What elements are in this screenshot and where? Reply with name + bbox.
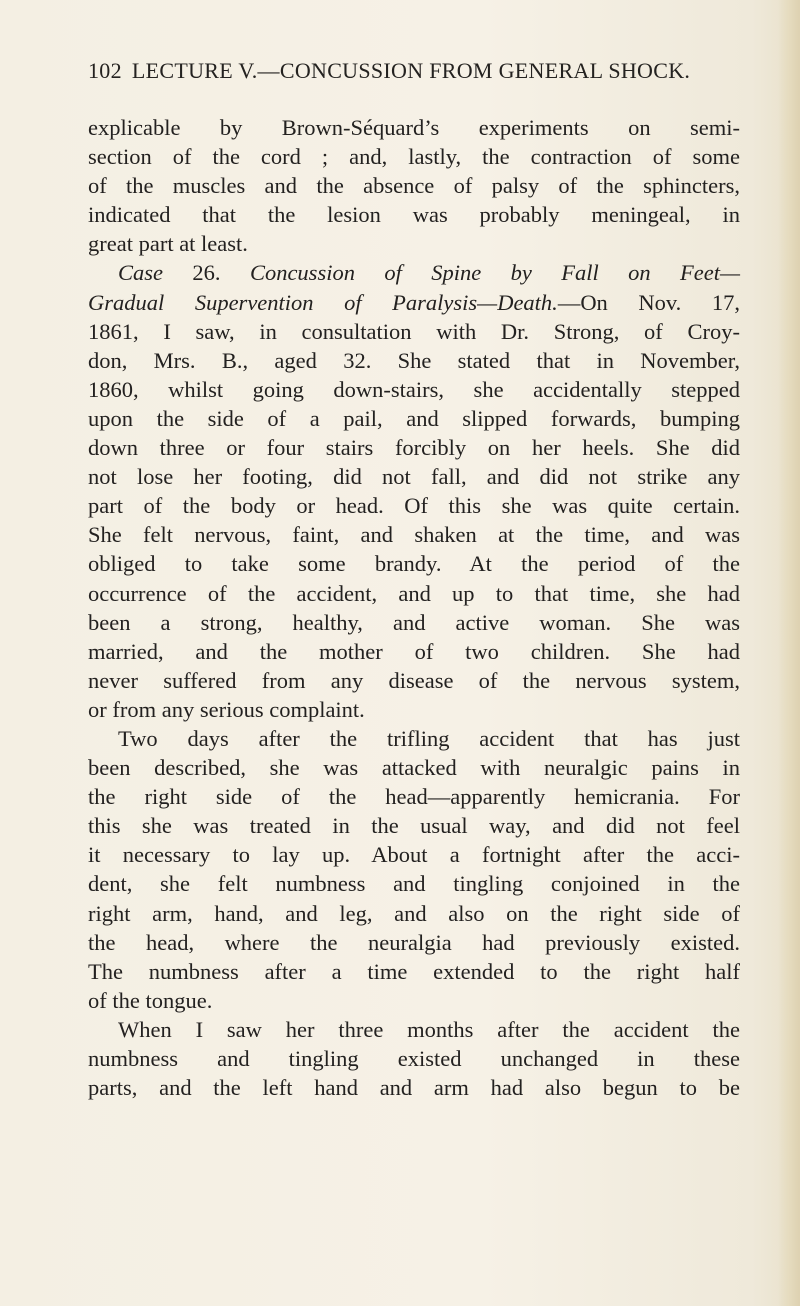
text-line: The numbness after a time extended to the right half <box>88 958 740 984</box>
text-line: right arm, hand, and leg, and also on the right side of <box>88 900 740 926</box>
text-line: Two days after the trifling accident that has just <box>118 725 740 751</box>
case-label: Case <box>118 260 163 286</box>
text-line: not lose her footing, did not fall, and did not strike any <box>88 464 740 490</box>
text-line: section of the cord ; and, lastly, the contraction of some <box>88 144 740 170</box>
text-line: of the tongue. <box>88 987 213 1013</box>
case-heading-line <box>88 258 740 287</box>
running-header <box>88 58 738 84</box>
case-heading-line <box>88 288 740 317</box>
text-line: occurrence of the accident, and up to that time, she had <box>88 580 740 606</box>
page-number: 102 <box>88 58 122 83</box>
text-line: been a strong, healthy, and active woman. She was <box>88 609 740 635</box>
text-line: obliged to take some brandy. At the period of the <box>88 551 740 577</box>
text-line: 1861, I saw, in consultation with Dr. Strong, of Croy- <box>88 318 740 344</box>
text-line: She felt nervous, faint, and shaken at the time, and was <box>88 522 740 548</box>
body-text <box>88 113 740 1102</box>
text-line: or from any serious complaint. <box>88 696 365 722</box>
page-edge-shadow <box>778 0 800 1306</box>
text-line: of the muscles and the absence of palsy of the sphincters, <box>88 173 740 199</box>
text-line: been described, she was attacked with neuralgic pains in <box>88 755 740 781</box>
text-line: great part at least. <box>88 231 248 257</box>
running-title: LECTURE V.—CONCUSSION FROM GENERAL SHOCK. <box>131 58 691 83</box>
text-line: this she was treated in the usual way, and did not feel <box>88 813 740 839</box>
text-line: indicated that the lesion was probably meningeal, in <box>88 202 740 228</box>
text-line: down three or four stairs forcibly on her heels. She did <box>88 435 740 461</box>
text-line: it necessary to lay up. About a fortnight after the acci- <box>88 842 740 868</box>
text-line: numbness and tingling existed unchanged in these <box>88 1046 740 1071</box>
text-line: dent, she felt numbness and tingling conjoined in the <box>88 871 740 897</box>
text-line: the right side of the head—apparently hemicrania. For <box>88 784 740 810</box>
text-line: the head, where the neuralgia had previously existed. <box>88 929 740 955</box>
text-line: married, and the mother of two children. She had <box>88 638 740 664</box>
case-title-part2: Gradual Supervention of Paralysis—Death. <box>88 289 558 315</box>
case-title-part1: Concussion of Spine by Fall on Feet— <box>249 260 741 286</box>
text-line: When I saw her three months after the accident the <box>118 1016 740 1042</box>
text-line: don, Mrs. B., aged 32. She stated that in November, <box>88 347 740 373</box>
text-line: 1860, whilst going down-stairs, she accidentally stepped <box>88 376 740 402</box>
text-line: upon the side of a pail, and slipped forwards, bumping <box>88 405 740 431</box>
case-date: —On Nov. 17, <box>557 289 740 315</box>
text-line: never suffered from any disease of the nervous system, <box>88 667 740 693</box>
case-number: 26. <box>192 260 221 286</box>
text-line: explicable by Brown-Séquard’s experiments on semi- <box>88 115 740 140</box>
text-line: part of the body or head. Of this she was quite certain. <box>88 493 740 519</box>
text-line: parts, and the left hand and arm had also begun to be <box>88 1075 740 1101</box>
